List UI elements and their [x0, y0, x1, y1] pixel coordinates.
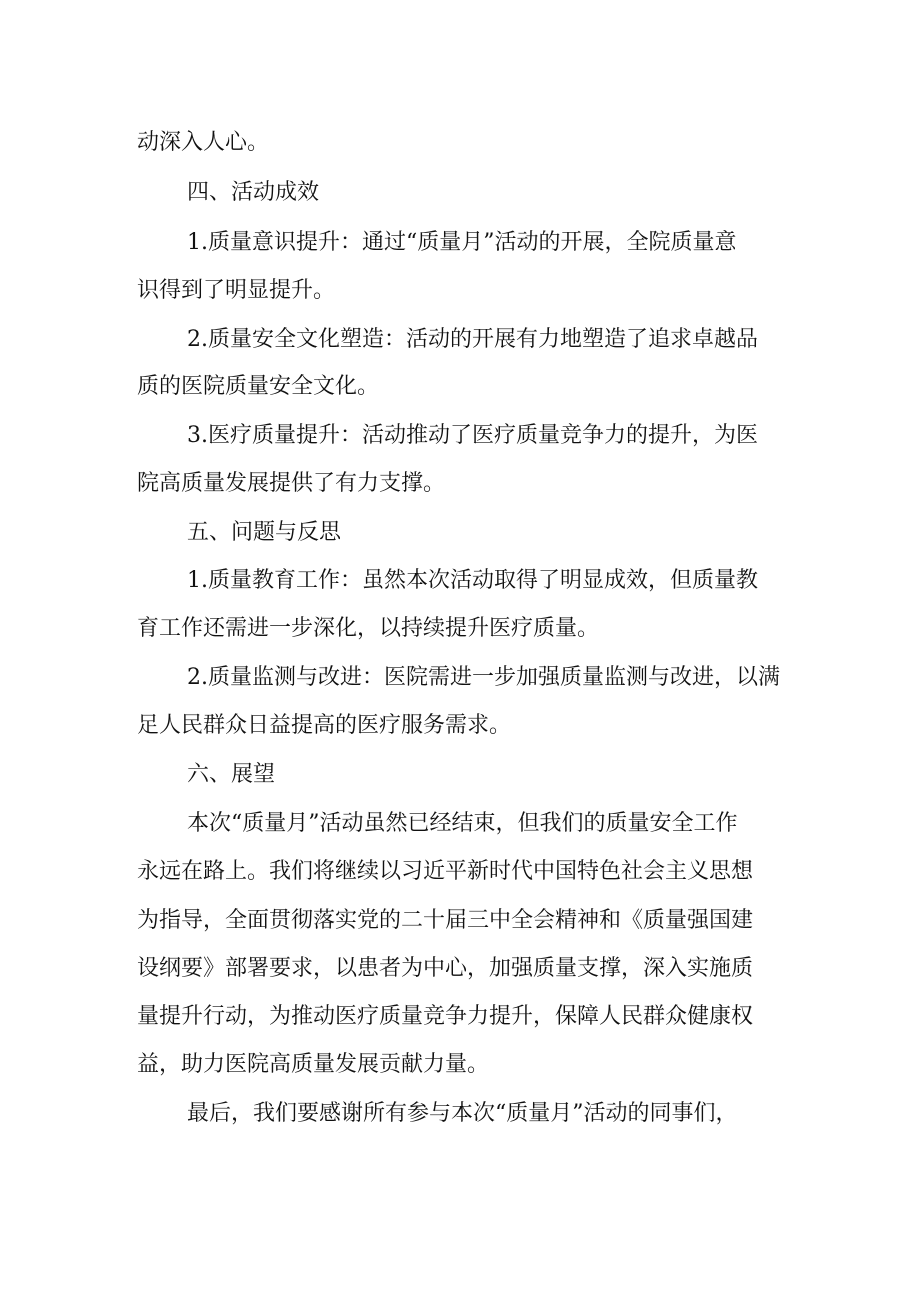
text-line: 为指导，全面贯彻落实党的二十届三中全会精神和《质量强国建: [137, 908, 754, 933]
text-line: 2.质量监测与改进：医院需进一步加强质量监测与改进，以满: [187, 665, 780, 690]
text-line: 育工作还需进一步深化，以持续提升医疗质量。: [137, 616, 600, 641]
text-line: 院高质量发展提供了有力支撑。: [137, 471, 446, 496]
text-line: 量提升行动，为推动医疗质量竞争力提升，保障人民群众健康权: [137, 1004, 754, 1029]
text-line: 质的医院质量安全文化。: [137, 374, 380, 399]
section-heading-outlook: 六、展望: [187, 762, 276, 787]
text-line: 1.质量意识提升：通过“质量月”活动的开展，全院质量意: [187, 230, 737, 255]
section-heading-issues: 五、问题与反思: [187, 520, 342, 545]
text-line: 3.医疗质量提升：活动推动了医疗质量竞争力的提升，为医: [187, 423, 758, 448]
text-line: 设纲要》部署要求，以患者为中心，加强质量支撑，深入实施质: [137, 956, 754, 981]
text-line: 2.质量安全文化塑造：活动的开展有力地塑造了追求卓越品: [187, 327, 758, 352]
text-line: 本次“质量月”活动虽然已经结束，但我们的质量安全工作: [187, 811, 738, 836]
text-line: 识得到了明显提升。: [137, 278, 336, 303]
text-line: 足人民群众日益提高的医疗服务需求。: [137, 713, 512, 738]
text-line: 最后，我们要感谢所有参与本次“质量月”活动的同事们，: [187, 1101, 738, 1126]
section-heading-results: 四、活动成效: [187, 180, 320, 205]
text-line: 益，助力医院高质量发展贡献力量。: [137, 1052, 490, 1077]
text-line: 动深入人心。: [137, 130, 270, 155]
text-line: 永远在路上。我们将继续以习近平新时代中国特色社会主义思想: [137, 859, 754, 884]
text-line: 1.质量教育工作：虽然本次活动取得了明显成效，但质量教: [187, 568, 758, 593]
